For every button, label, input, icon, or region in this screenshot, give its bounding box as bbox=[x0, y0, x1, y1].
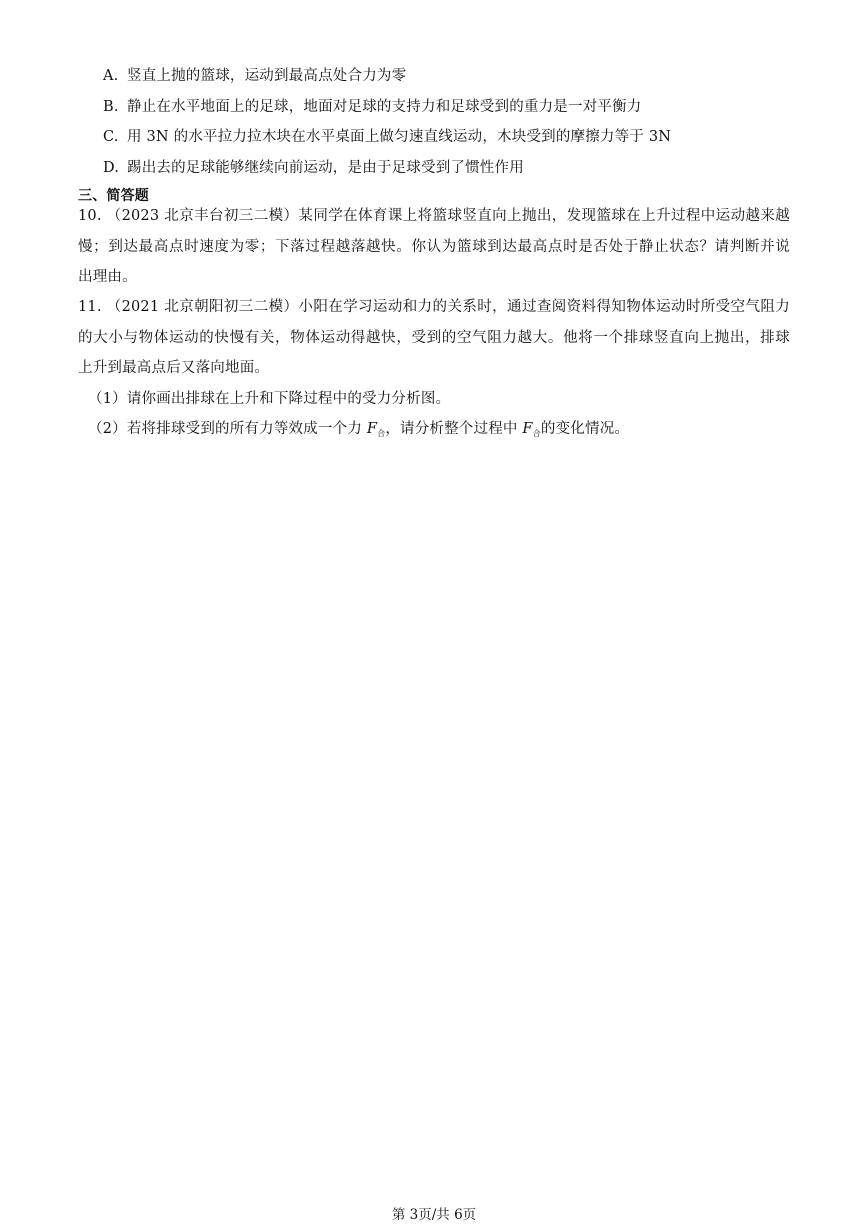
option-text: 竖直上抛的篮球，运动到最高点处合力为零 bbox=[127, 68, 407, 84]
q10-line-1: 10. （2023 北京丰台初三二模）某同学在体育课上将篮球竖直向上抛出，发现篮球在上升过程中运动越来越 bbox=[78, 208, 790, 224]
q10-line-2: 慢；到达最高点时速度为零；下落过程越落越快。你认为篮球到达最高点时是否处于静止状态？请判断并说 bbox=[78, 239, 790, 255]
option-d bbox=[103, 158, 524, 178]
option-text: 用 3N 的水平拉力拉木块在水平桌面上做匀速直线运动，木块受到的摩擦力等于 3N bbox=[127, 129, 672, 145]
sub2-mid: ，请分析整个过程中 bbox=[385, 421, 523, 437]
option-a bbox=[103, 66, 406, 86]
q11-sub-1: （1）请你画出排球在上升和下降过程中的受力分析图。 bbox=[88, 391, 451, 407]
q11-line-1: 11. （2021 北京朝阳初三二模）小阳在学习运动和力的关系时，通过查阅资料得知物体运动时所受空气阻力 bbox=[78, 299, 790, 315]
sub2-prefix: （2）若将排球受到的所有力等效成一个力 bbox=[88, 421, 367, 437]
q11-sub-2 bbox=[88, 419, 629, 444]
f-subscript-2: 合 bbox=[532, 429, 541, 438]
option-text: 踢出去的足球能够继续向前运动，是由于足球受到了惯性作用 bbox=[127, 160, 524, 176]
option-b bbox=[103, 97, 642, 117]
option-c bbox=[103, 127, 671, 147]
option-key: B. bbox=[103, 99, 119, 115]
q10-line-3: 出理由。 bbox=[78, 269, 137, 285]
section-heading: 三、简答题 bbox=[78, 188, 149, 204]
sub2-suffix: 的变化情况。 bbox=[540, 421, 630, 437]
f-subscript: 合 bbox=[377, 429, 386, 438]
option-key: D. bbox=[103, 160, 120, 176]
option-key: A. bbox=[103, 68, 119, 84]
option-text: 静止在水平地面上的足球，地面对足球的支持力和足球受到的重力是一对平衡力 bbox=[127, 99, 642, 115]
q11-line-2: 的大小与物体运动的快慢有关，物体运动得越快，受到的空气阻力越大。他将一个排球竖直向上抛出，排球 bbox=[78, 330, 790, 346]
page-footer: 第 3页/共 6页 bbox=[391, 1207, 477, 1223]
f-symbol-2: F bbox=[522, 421, 533, 437]
f-symbol: F bbox=[366, 421, 378, 437]
option-key: C. bbox=[103, 129, 119, 145]
q11-line-3: 上升到最高点后又落向地面。 bbox=[78, 360, 270, 376]
